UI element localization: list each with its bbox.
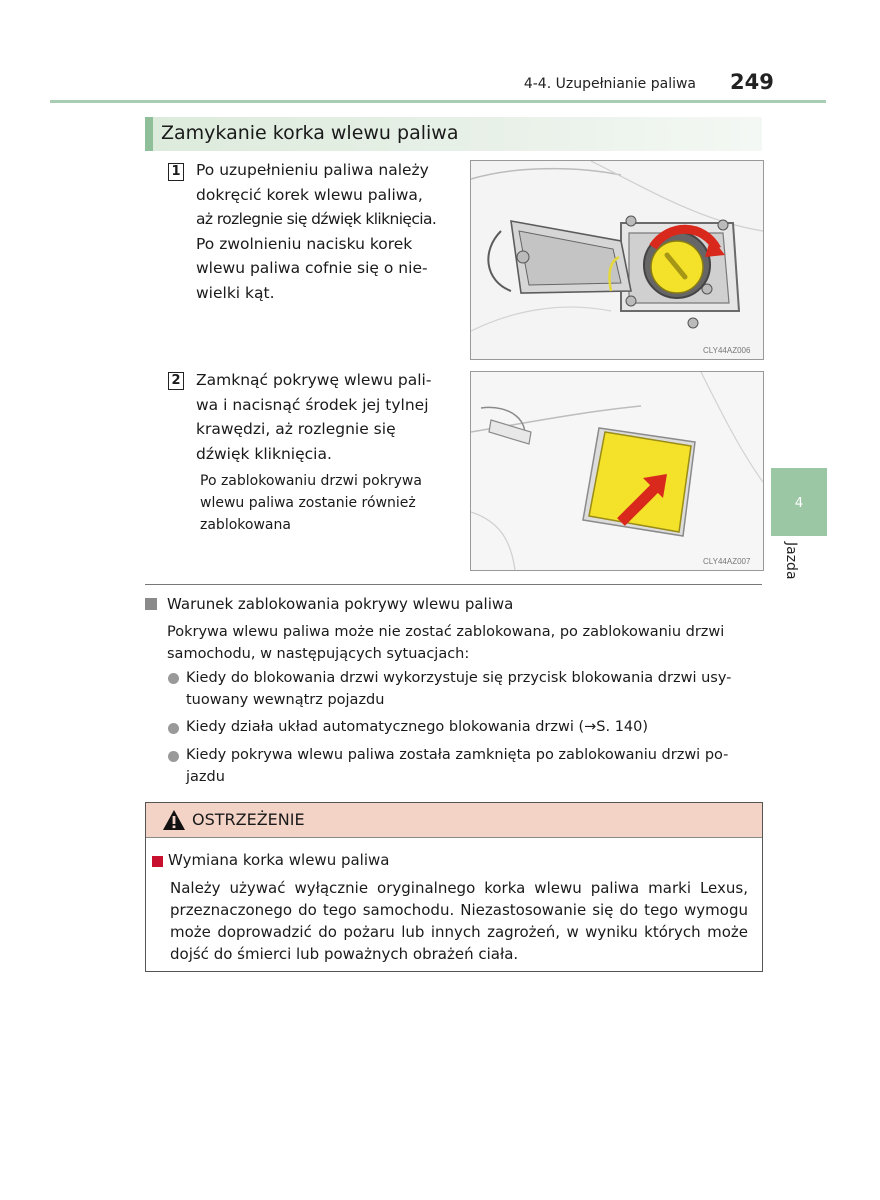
step-2-line: krawędzi, aż rozlegnie się bbox=[196, 420, 396, 438]
step-2-note-line: wlewu paliwa zostanie również bbox=[200, 495, 416, 511]
condition-bullet bbox=[186, 667, 764, 711]
section-divider bbox=[145, 584, 762, 585]
section-title: Zamykanie korka wlewu paliwa bbox=[161, 122, 459, 144]
running-header: 4-4. Uzupełnianie paliwa bbox=[523, 76, 696, 92]
chapter-tab[interactable] bbox=[771, 468, 827, 536]
condition-bullet-line: tuowany wewnątrz pojazdu bbox=[186, 692, 385, 708]
step-1-number: 1 bbox=[168, 163, 184, 181]
warning-box bbox=[145, 802, 763, 972]
step-2-line: Zamknąć pokrywę wlewu pali- bbox=[196, 371, 432, 389]
condition-bullet-line: Kiedy pokrywa wlewu paliwa została zamknięta po zablokowaniu drzwi po- bbox=[186, 747, 729, 763]
condition-intro bbox=[167, 621, 762, 665]
condition-bullet-line: jazdu bbox=[186, 769, 225, 785]
condition-intro-line: samochodu, w następujących sytuacjach: bbox=[167, 646, 470, 662]
step-1-line: wlewu paliwa cofnie się o nie- bbox=[196, 259, 428, 277]
warning-header bbox=[146, 803, 762, 838]
step-2-number: 2 bbox=[168, 372, 184, 390]
image-code-2: CLY44AZ007 bbox=[703, 557, 751, 566]
step-2-line: wa i nacisnąć środek jej tylnej bbox=[196, 395, 429, 414]
page-number: 249 bbox=[730, 70, 774, 94]
fuel-cap-illustration bbox=[470, 160, 764, 360]
image-code-1: CLY44AZ006 bbox=[703, 346, 751, 355]
section-accent bbox=[145, 117, 153, 151]
warning-label: OSTRZEŻENIE bbox=[192, 810, 305, 829]
warning-body: Należy używać wyłącznie oryginalnego korka wlewu paliwa marki Lexus, przeznaczonego do tego samochodu. Niezastosowanie się do tego wymogu może doprowadzić do pożaru lub innych zagrożeń, w wyniku których może dojść do śmierci lub poważnych obrażeń ciała. bbox=[170, 879, 748, 963]
step-1-line: aż rozlegnie się dźwięk kliknięcia. bbox=[196, 210, 437, 228]
step-1-line: Po zwolnieniu nacisku korek bbox=[196, 234, 413, 253]
condition-bullet bbox=[186, 716, 764, 738]
fuel-door-illustration bbox=[470, 371, 764, 571]
step-2-note-line: zablokowana bbox=[200, 517, 291, 533]
subsection-title: Warunek zablokowania pokrywy wlewu paliwa bbox=[167, 595, 514, 613]
header-rule bbox=[50, 100, 826, 103]
step-1-text bbox=[196, 158, 454, 305]
step-1-line: dokręcić korek wlewu paliwa, bbox=[196, 185, 423, 204]
warning-marker-icon bbox=[152, 856, 163, 867]
condition-bullet bbox=[186, 744, 764, 788]
fuel-door-drawing bbox=[471, 372, 763, 570]
step-2-note bbox=[200, 470, 454, 536]
fuel-cap-drawing bbox=[471, 161, 763, 359]
bullet-dot-icon bbox=[168, 723, 179, 734]
condition-intro-line: Pokrywa wlewu paliwa może nie zostać zablokowana, po zablokowaniu drzwi bbox=[167, 624, 725, 640]
section-heading-bar bbox=[145, 117, 762, 151]
bullet-dot-icon bbox=[168, 673, 179, 684]
condition-bullet-line: Kiedy działa układ automatycznego blokowania drzwi (→S. 140) bbox=[186, 719, 649, 735]
warning-triangle-icon bbox=[162, 809, 186, 831]
condition-bullet-line: Kiedy do blokowania drzwi wykorzystuje się przycisk blokowania drzwi usy- bbox=[186, 670, 732, 686]
warning-subtitle: Wymiana korka wlewu paliwa bbox=[168, 851, 390, 869]
step-2-text bbox=[196, 368, 454, 466]
subsection-marker-icon bbox=[145, 598, 157, 610]
chapter-tab-label: Jazda bbox=[783, 542, 799, 580]
bullet-dot-icon bbox=[168, 751, 179, 762]
step-2-note-line: Po zablokowaniu drzwi pokrywa bbox=[200, 473, 422, 489]
step-1-line: wielki kąt. bbox=[196, 283, 275, 302]
step-2-line: dźwięk kliknięcia. bbox=[196, 444, 332, 463]
chapter-tab-number: 4 bbox=[794, 496, 804, 511]
step-1-line: Po uzupełnieniu paliwa należy bbox=[196, 161, 429, 179]
